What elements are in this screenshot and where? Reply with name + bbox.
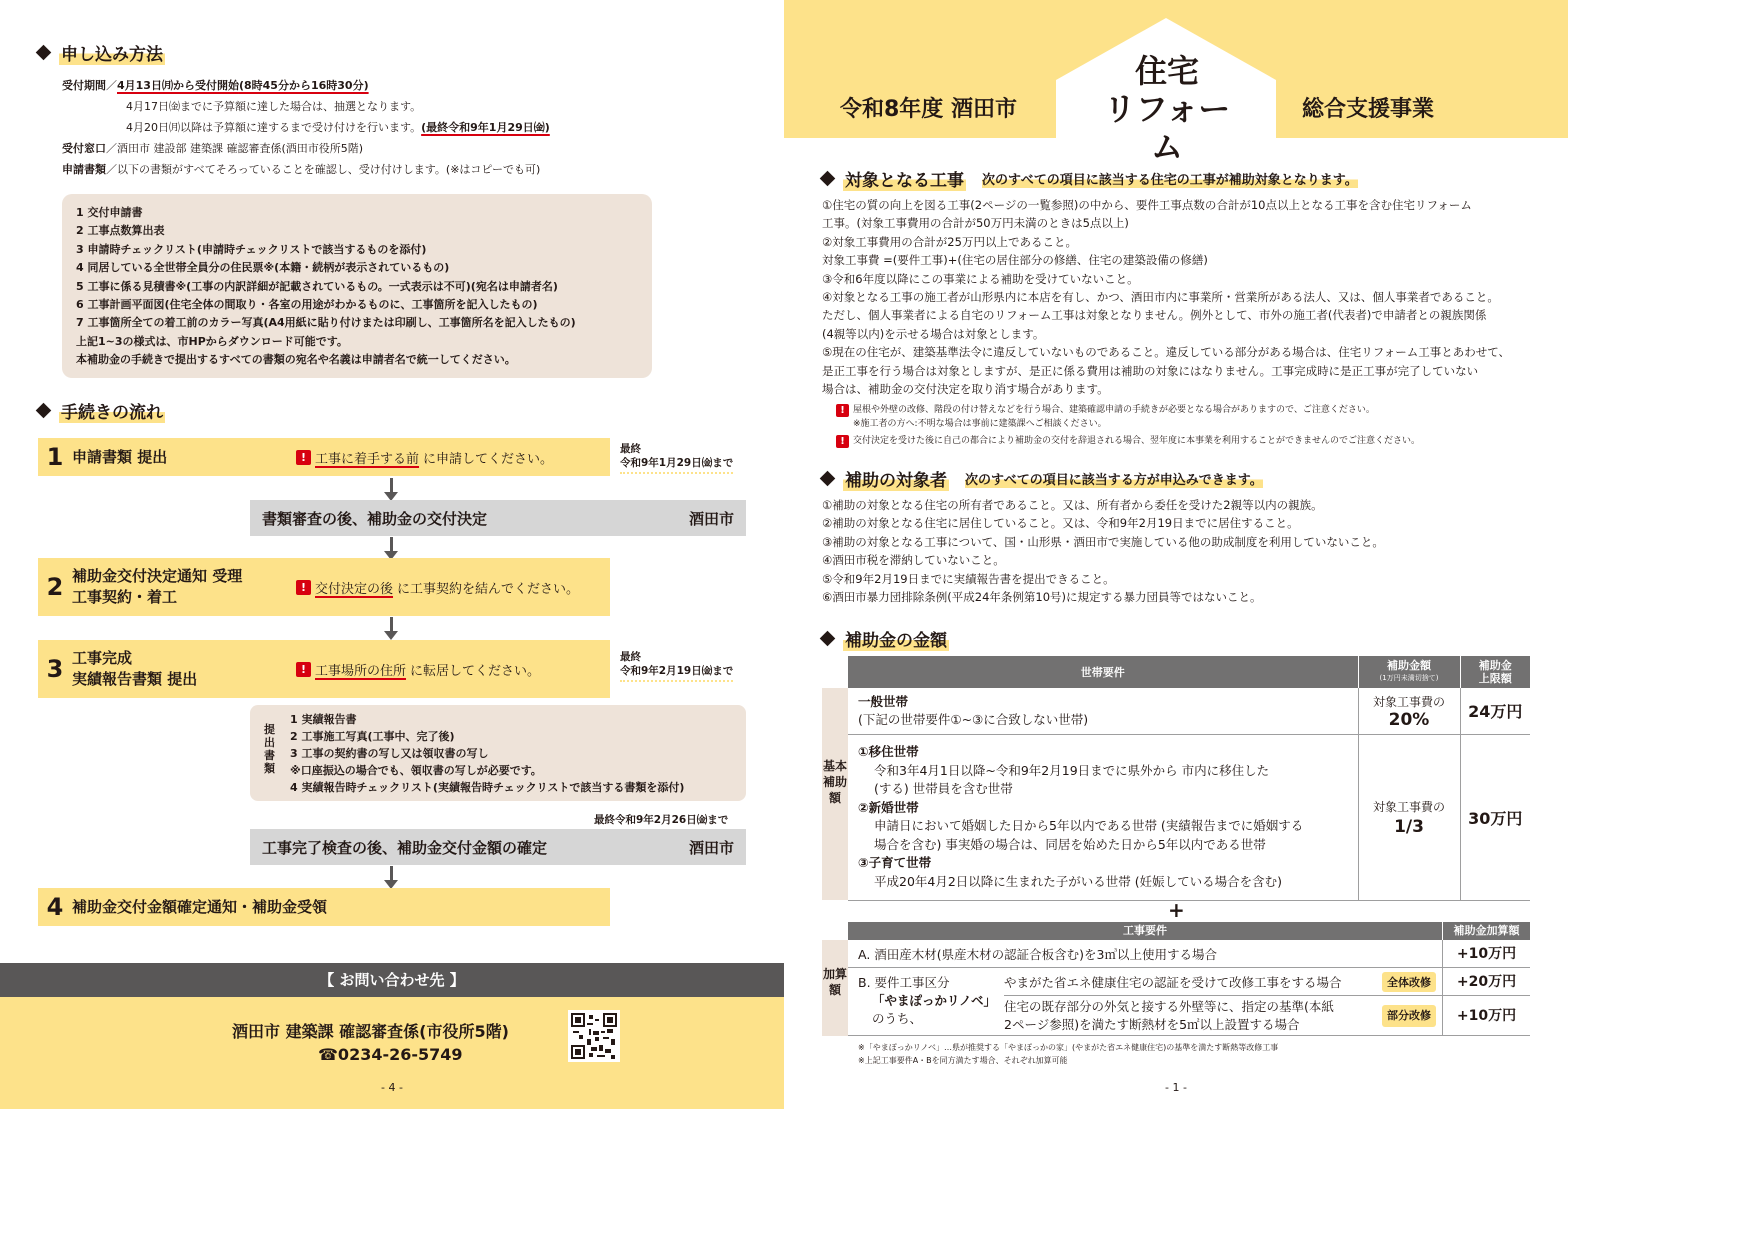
warning-icon: ! [296,450,311,465]
table-row: A. 酒田産木材(県産木材の認証合板含む)を3㎥以上使用する場合 +10万円 [848,940,1530,968]
target-work-list: ①住宅の質の向上を図る工事(2ページの一覧参照)の中から、要件工事点数の合計が10点以上となる工事を含む住宅リフォーム 工事。(対象工事費用の合計が50万円未満のときは5点以上) ②対象工事費用の合計が25万円以上であること。 対象工事費 =(要件工事)+(住宅の居住部分の修繕、住宅の建築設備の修繕) ③令和6年度以降にこの事業による補助を受けていないこと。 ④対象となる工事の施工者が山形県内に本店を有し、かつ、酒田市内に事業所・営業所がある法人、又は、個人事業者であること。 ただし、個人事業者による自宅のリフォーム工事は対象となりません。例外として、市外の施工者(代表者)で申請者との親族関係 (4親等以内)を示せる場合は対象とします。 ⑤現在の住宅が、建築基準法令に違反していないものであること。違反している部分がある場合は、住宅リフォーム工事とあわせて、 是正工事を行う場合は対象としますが、是正に係る費用は補助の対象にはなりません。工事完成時に是正工事が完了していない 場合は、補助金の交付決定を取り消す場合があります。 [822,198,1510,397]
step-3: 3 工事完成 実績報告書類 提出 ! 工事場所の住所 に転居してください。 [38,640,610,698]
warning-icon: ! [296,662,311,677]
table-row: B. 要件工事区分 「やまぽっかリノベ」 のうち、 やまがた省エネ健康住宅の認証を受けて改修工事をする場合 全体改修 住宅の既存部分の外気と接する外壁等に、指定の基準(本紙 2ページ参照)を満たす断熱材を5㎡以上設置する場合 部分改修 +20万円 +10万円 [848,968,1530,1036]
contact-phone[interactable]: ☎0234-26-5749 [318,1045,463,1064]
warning-icon: ! [836,404,849,417]
application-info: 受付期間／4月13日㈪から受付開始(8時45分から16時30分) 4月17日㈮までに予算額に達した場合は、抽選となります。 4月20日㈪以降は予算額に達するまで受け付けを行います。(最終令和9年1月29日㈮) 受付窓口／酒田市 建設部 建築課 確認審査係(酒田市役所5階) 申請書類／以下の書類がすべてそろっていることを確認し、受け付けします。(※はコピーでも可) [62,79,550,176]
contact-box [0,997,784,1109]
amount-heading: 補助金の金額 [822,626,949,651]
col-rate: 補助金額 (1万円未満切捨て) [1358,656,1460,688]
contact-heading: 【 お問い合わせ先 】 [0,963,784,997]
flow-heading: 手続きの流れ [38,398,165,423]
left-page [0,0,784,1109]
report-documents: 提出書類 1 実績報告書 2 工事施工写真(工事中、完了後) 3 工事の契約書の写し又は領収書の写し ※口座振込の場合でも、領収書の写しが必要です。 4 実績報告時チェックリスト(実績報告時チェックリストで該当する書類を添付) [250,705,746,801]
flow-arrow [384,478,398,501]
step3-deadline: 最終 令和9年2月19日㈮まで [620,650,733,682]
b-label: B. 要件工事区分 「やまぽっかリノベ」 のうち、 [858,975,997,1026]
inspect-deadline: 最終令和9年2月26日㈮まで [594,814,729,826]
plus-sign: + [1168,898,1185,922]
contact-office: 酒田市 建築課 確認審査係(市役所5階) [232,1022,509,1041]
page-number: - 1 - [1165,1081,1187,1094]
flow-arrow [384,866,398,889]
inspect-bar: 工事完了検査の後、補助金交付金額の確定 酒田市 [250,829,746,865]
step1-deadline: 最終 令和9年1月29日㈮まで [620,442,733,474]
header-year: 令和8年度 酒田市 [840,97,1017,122]
header-title: 住宅 リフォーム [1103,52,1231,166]
basic-amount-table [848,656,1530,901]
add-table-header: 工事要件 補助金加算額 [848,922,1530,940]
amount-footnotes: ※「やまぽっかリノベ」…県が推奨する「やまぽっかの家」(やまがた省エネ健康住宅)の基準を満たす断熱等改修工事 ※上記工事要件A・Bを同方満たす場合、それぞれ加算可能 [858,1043,1279,1065]
eligible-heading: 補助の対象者 次のすべての項目に該当する方が申込みできます。 [822,466,1263,491]
col-household: 世帯要件 [848,656,1358,688]
required-documents-list: 1 交付申請書 2 工事点数算出表 3 申請時チェックリスト(申請時チェックリストで該当するものを添付) 4 同居している全世帯全員分の住民票※(本籍・続柄が表示されているもの) 5 工事に係る見積書※(工事の内訳詳細が記載されているもの。一式表示は不可)(宛名は申請者名) 6 工事計画平面図(住宅全体の間取り・各室の用途がわかるものに、工事箇所を記入したもの) 7 工事箇所全ての着工前のカラー写真(A4用紙に貼り付けまたは印刷し、工事箇所名を記入したもの) 上記1~3の様式は、市HPからダウンロード可能です。 本補助金の手続きで提出するすべての書類の宛名や名義は申請者名で統一してください。 [62,194,652,378]
target-work-heading: 対象となる工事 次のすべての項目に該当する住宅の工事が補助対象となります。 [822,166,1358,191]
page-number: - 4 - [381,1081,403,1094]
review-bar: 書類審査の後、補助金の交付決定 酒田市 [250,500,746,536]
step-4: 4 補助金交付金額確定通知・補助金受領 [38,888,610,926]
qr-code-icon[interactable] [568,1010,620,1062]
application-heading: 申し込み方法 [38,40,165,65]
flow-arrow [384,617,398,640]
table-row: ①移住世帯 令和3年4月1日以降~令和9年2月19日までに県外から 市内に移住した (する) 世帯員を含む世帯 ②新婚世帯 申請日において婚姻した日から5年以内である世帯 (実績報告までに婚姻する 場合を含む) 事実婚の場合は、同居を始めた日から5年以内である世帯 ③子育て世帯 平成20年4月2日以降に生まれた子がいる世帯 (妊娠している場合を含む) 対象工事費の 1/3 30万円 [848,734,1530,900]
basic-amount-label: 基本補助額 [822,688,848,900]
eligible-list: ①補助の対象となる住宅の所有者であること。又は、所有者から委任を受けた2親等以内の親族。 ②補助の対象となる住宅に居住していること。又は、令和9年2月19日までに居住すること。 ③補助の対象となる工事について、国・山形県・酒田市で実施している他の助成制度を利用していないこと。 ④酒田市税を滞納していないこと。 ⑤令和9年2月19日までに実績報告書を提出できること。 ⑥酒田市暴力団排除条例(平成24年条例第10号)に規定する暴力団員等ではないこと。 [822,498,1384,605]
warning-icon: ! [836,435,849,448]
partial-renovation-badge: 部分改修 [1382,1005,1436,1027]
add-amount-label: 加算額 [822,940,848,1036]
warning-icon: ! [296,580,311,595]
col-max: 補助金 上限額 [1460,656,1530,688]
flow-arrow [384,537,398,560]
target-work-notes: ! 屋根や外壁の改修、階段の付け替えなどを行う場合、建築確認申請の手続きが必要となる場合がありますので、ご注意ください。 ※施工者の方へ:不明な場合は事前に建築課へご相談ください。 ! 交付決定を受けた後に自己の都合により補助金の交付を辞退される場合、翌年度に本事業を利用することができませんのでご注意ください。 [836,403,1420,448]
full-renovation-badge: 全体改修 [1382,972,1436,992]
header-subtitle: 総合支援事業 [1302,97,1435,122]
step-2: 2 補助金交付決定通知 受理 工事契約・着工 ! 交付決定の後 に工事契約を結んでください。 [38,558,610,616]
table-row: 一般世帯 (下記の世帯要件①~③に合致しない世帯) 対象工事費の 20% 24万円 [848,688,1530,734]
step-1: 1 申請書類 提出 ! 工事に着手する前 に申請してください。 [38,438,610,476]
right-page [784,0,1568,1109]
